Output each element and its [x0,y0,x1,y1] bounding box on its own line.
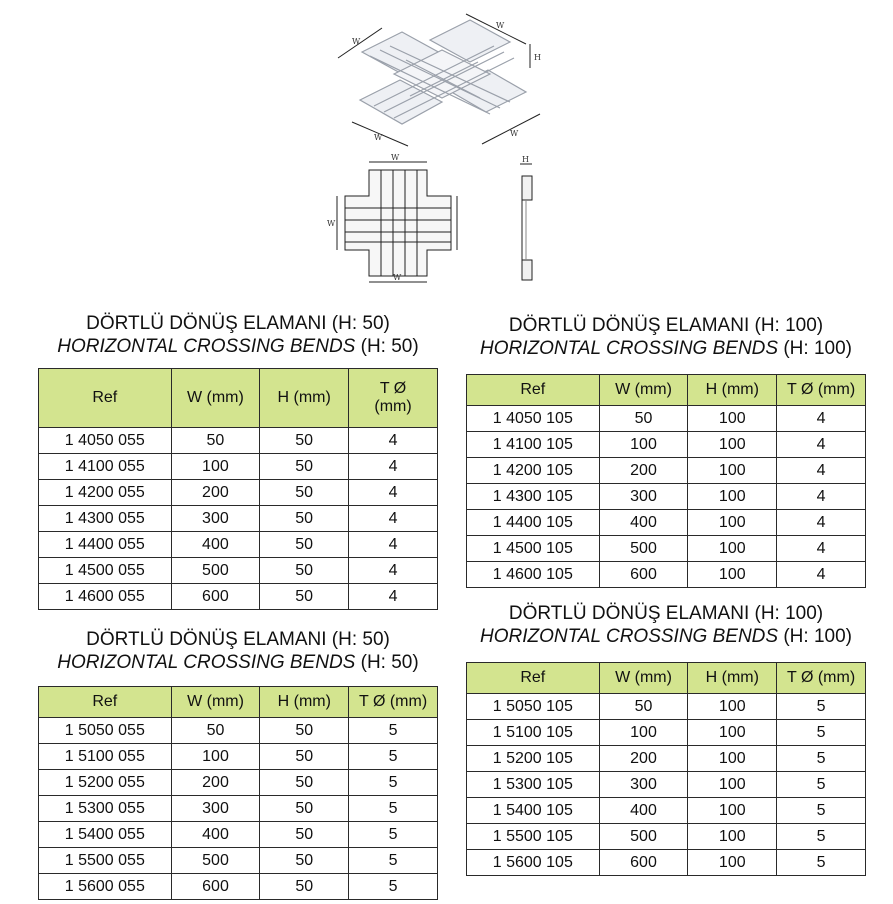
col-header-t: T Ø (mm) [349,687,438,718]
cell-h: 50 [260,428,349,454]
cell-w: 300 [599,772,688,798]
cell-t: 5 [349,822,438,848]
cell-ref: 1 5300 105 [467,772,600,798]
table-title [38,312,438,335]
cell-t: 5 [777,798,866,824]
cell-w: 100 [171,454,260,480]
table-title [466,314,866,337]
table-subtitle [38,335,438,358]
dim-h-label: H [534,53,541,62]
cell-ref: 1 5200 055 [39,770,172,796]
cell-h: 100 [688,562,777,588]
table-row [467,772,866,798]
cell-t: 4 [349,584,438,610]
table-title [38,628,438,651]
table-block-h50-t5 [38,628,438,900]
cell-ref: 1 5600 055 [39,874,172,900]
subtitle-text: HORIZONTAL CROSSING BENDS [57,336,356,357]
title-text: DÖRTLÜ DÖNÜŞ ELAMANI [86,629,327,650]
cell-h: 100 [688,536,777,562]
cell-w: 50 [171,718,260,744]
cell-t: 5 [349,796,438,822]
cell-w: 400 [599,510,688,536]
cell-w: 50 [599,406,688,432]
cell-ref: 1 5600 105 [467,850,600,876]
table-row [467,536,866,562]
cell-w: 500 [171,558,260,584]
cell-t: 4 [777,406,866,432]
cell-h: 100 [688,510,777,536]
cell-ref: 1 5300 055 [39,796,172,822]
cell-t: 4 [349,428,438,454]
cell-t: 4 [777,432,866,458]
cell-ref: 1 5100 105 [467,720,600,746]
table-row [39,770,438,796]
table-row [39,454,438,480]
cell-ref: 1 4200 105 [467,458,600,484]
cell-h: 50 [260,718,349,744]
cell-t: 4 [777,510,866,536]
col-header-ref: Ref [467,375,600,406]
cell-ref: 1 4050 105 [467,406,600,432]
col-header-h: H (mm) [688,663,777,694]
spec-table [38,368,438,610]
cell-ref: 1 5050 105 [467,694,600,720]
cell-w: 50 [171,428,260,454]
col-header-w: W (mm) [599,663,688,694]
col-header-t: T Ø (mm) [777,375,866,406]
cell-w: 400 [599,798,688,824]
cell-t: 5 [349,770,438,796]
cell-h: 50 [260,796,349,822]
cell-t: 5 [777,850,866,876]
cell-w: 500 [171,848,260,874]
cell-t: 4 [349,454,438,480]
col-header-w: W (mm) [171,369,260,428]
col-header-h: H (mm) [260,369,349,428]
crossing-bend-side-view-drawing [512,156,546,286]
table-block-h100-t5 [466,602,866,876]
subtitle-text: HORIZONTAL CROSSING BENDS [57,652,356,673]
col-header-t: T Ø (mm) [777,663,866,694]
cell-t: 5 [349,848,438,874]
table-subtitle [466,337,866,360]
col-header-w: W (mm) [171,687,260,718]
subtitle-suffix: (H: 100) [778,626,852,647]
subtitle-suffix: (H: 50) [355,652,419,673]
cell-t: 5 [777,824,866,850]
table-row [467,798,866,824]
table-row [467,824,866,850]
table-row [39,718,438,744]
cell-ref: 1 5400 055 [39,822,172,848]
cell-h: 50 [260,770,349,796]
table-row [39,822,438,848]
cell-w: 400 [171,822,260,848]
subtitle-text: HORIZONTAL CROSSING BENDS [480,626,779,647]
cell-ref: 1 4500 055 [39,558,172,584]
crossing-bend-isometric-drawing [330,10,555,150]
cell-ref: 1 5500 105 [467,824,600,850]
table-row [467,432,866,458]
table-row [467,720,866,746]
cell-ref: 1 5100 055 [39,744,172,770]
cell-w: 200 [171,480,260,506]
title-text: DÖRTLÜ DÖNÜŞ ELAMANI [508,315,750,336]
header-row [39,369,438,428]
cell-h: 100 [688,824,777,850]
cell-t: 5 [777,720,866,746]
dim-h-label: H [522,156,529,164]
cell-ref: 1 4300 105 [467,484,600,510]
cell-t: 4 [349,558,438,584]
cell-ref: 1 4400 105 [467,510,600,536]
cell-w: 600 [599,562,688,588]
cell-ref: 1 4300 055 [39,506,172,532]
table-block-h100-t4 [466,314,866,588]
col-header-ref: Ref [467,663,600,694]
cell-ref: 1 4200 055 [39,480,172,506]
cell-ref: 1 5500 055 [39,848,172,874]
table-subtitle [466,625,866,648]
dim-w-label: W [391,153,400,162]
cell-h: 100 [688,798,777,824]
table-row [467,850,866,876]
table-row [39,480,438,506]
cell-w: 200 [599,458,688,484]
cell-h: 50 [260,480,349,506]
cell-h: 50 [260,874,349,900]
subtitle-text: HORIZONTAL CROSSING BENDS [480,338,779,359]
dim-w-label: W [352,37,361,46]
cell-ref: 1 4100 105 [467,432,600,458]
cell-t: 5 [349,718,438,744]
cell-h: 50 [260,848,349,874]
header-row [467,663,866,694]
table-row [39,532,438,558]
table-row [39,796,438,822]
title-suffix: (H: 50) [326,629,390,650]
cell-w: 200 [171,770,260,796]
cell-t: 5 [777,694,866,720]
table-row [39,744,438,770]
cell-ref: 1 4050 055 [39,428,172,454]
subtitle-suffix: (H: 100) [778,338,852,359]
cell-h: 100 [688,694,777,720]
cell-t: 4 [777,536,866,562]
cell-h: 100 [688,850,777,876]
cell-t: 4 [349,506,438,532]
cell-t: 4 [777,484,866,510]
dim-w-label: W [510,129,519,138]
cell-w: 300 [599,484,688,510]
cell-ref: 1 4400 055 [39,532,172,558]
cell-h: 100 [688,458,777,484]
title-suffix: (H: 100) [749,315,824,336]
cell-t: 5 [777,772,866,798]
dim-w-label: W [374,133,383,142]
cell-h: 100 [688,720,777,746]
cell-h: 50 [260,822,349,848]
header-row [39,687,438,718]
dim-w-label: W [327,219,336,228]
title-text: DÖRTLÜ DÖNÜŞ ELAMANI [86,313,327,334]
crossing-bend-top-view-drawing [325,152,465,288]
subtitle-suffix: (H: 50) [355,336,419,357]
table-row [39,848,438,874]
cell-ref: 1 4100 055 [39,454,172,480]
cell-h: 100 [688,484,777,510]
table-row [467,458,866,484]
title-suffix: (H: 50) [326,313,390,334]
cell-w: 100 [599,432,688,458]
col-header-w: W (mm) [599,375,688,406]
cell-w: 300 [171,506,260,532]
cell-h: 100 [688,432,777,458]
cell-ref: 1 4600 055 [39,584,172,610]
table-row [39,558,438,584]
cell-t: 4 [777,458,866,484]
cell-w: 600 [171,874,260,900]
cell-w: 300 [171,796,260,822]
dim-w-label: W [496,21,505,30]
table-row [467,562,866,588]
table-row [39,874,438,900]
cell-w: 50 [599,694,688,720]
cell-h: 50 [260,506,349,532]
cell-w: 600 [599,850,688,876]
cell-t: 4 [777,562,866,588]
cell-h: 100 [688,406,777,432]
cell-w: 500 [599,536,688,562]
cell-t: 4 [349,480,438,506]
cell-h: 50 [260,584,349,610]
cell-t: 5 [777,746,866,772]
title-suffix: (H: 100) [749,603,824,624]
table-row [39,428,438,454]
cell-h: 50 [260,532,349,558]
table-row [467,746,866,772]
cell-w: 100 [171,744,260,770]
cell-ref: 1 5400 105 [467,798,600,824]
table-subtitle [38,651,438,674]
table-row [39,506,438,532]
table-row [467,510,866,536]
col-header-t: T Ø (mm) [349,369,438,428]
table-row [467,694,866,720]
cell-h: 100 [688,772,777,798]
cell-w: 100 [599,720,688,746]
cell-t: 4 [349,532,438,558]
col-header-h: H (mm) [260,687,349,718]
spec-table [466,374,866,588]
cell-h: 50 [260,454,349,480]
cell-t: 5 [349,744,438,770]
dim-w-label: W [393,273,402,282]
cell-h: 50 [260,558,349,584]
cell-w: 500 [599,824,688,850]
cell-ref: 1 4600 105 [467,562,600,588]
cell-w: 200 [599,746,688,772]
header-row [467,375,866,406]
table-title [466,602,866,625]
col-header-ref: Ref [39,369,172,428]
cell-h: 100 [688,746,777,772]
cell-t: 5 [349,874,438,900]
cell-ref: 1 4500 105 [467,536,600,562]
col-header-h: H (mm) [688,375,777,406]
col-header-ref: Ref [39,687,172,718]
cell-w: 400 [171,532,260,558]
table-row [467,406,866,432]
cell-ref: 1 5200 105 [467,746,600,772]
cell-h: 50 [260,744,349,770]
table-row [467,484,866,510]
spec-table [38,686,438,900]
title-text: DÖRTLÜ DÖNÜŞ ELAMANI [508,603,750,624]
cell-w: 600 [171,584,260,610]
cell-ref: 1 5050 055 [39,718,172,744]
spec-table [466,662,866,876]
table-row [39,584,438,610]
table-block-h50-t4 [38,312,438,610]
